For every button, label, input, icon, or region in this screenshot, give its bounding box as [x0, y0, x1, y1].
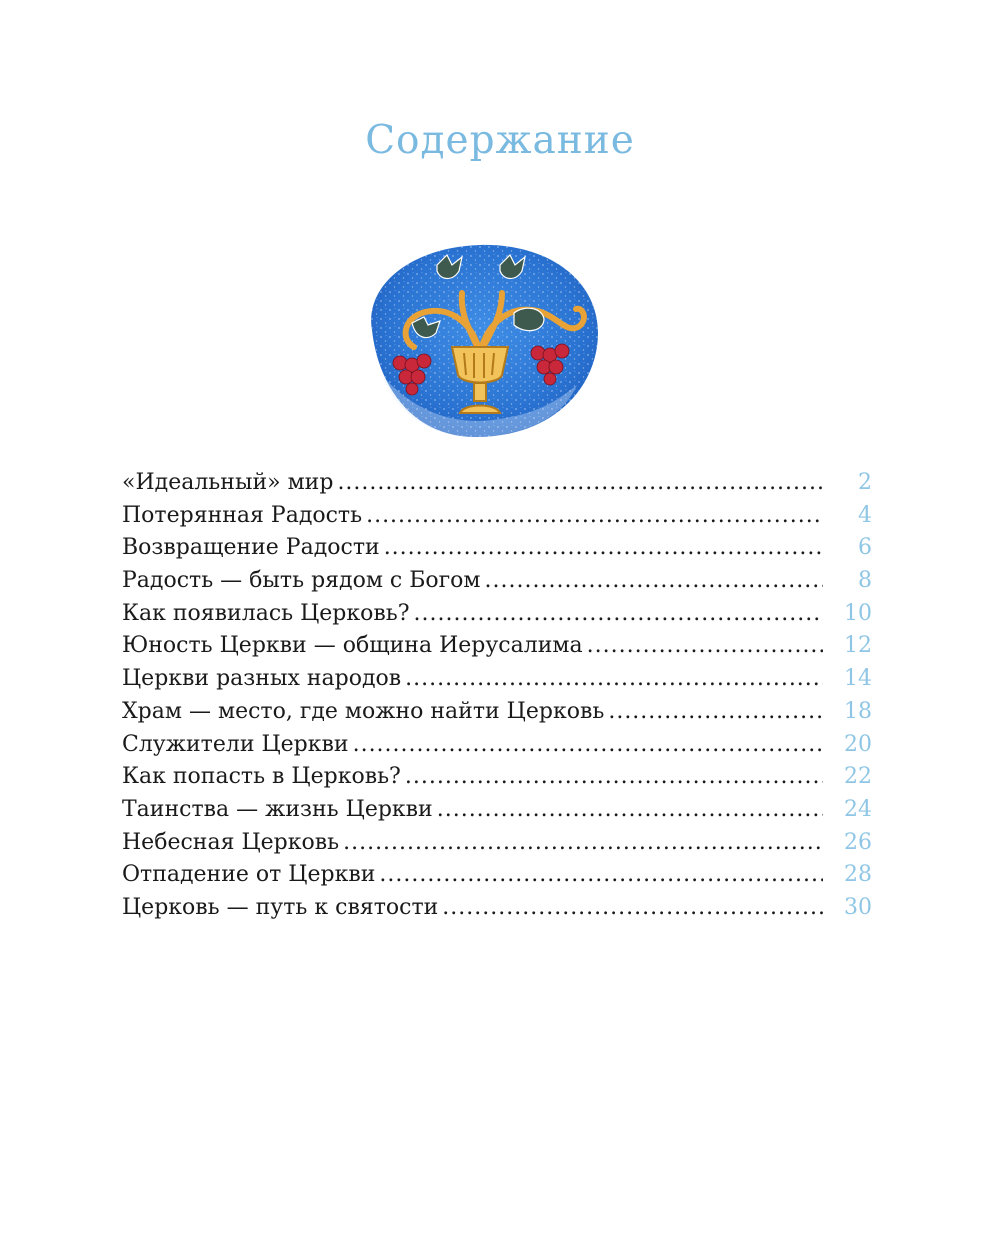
toc-dot-leader	[442, 895, 823, 920]
toc-entry-title: Как попасть в Церковь?	[122, 764, 401, 790]
table-of-contents	[122, 470, 872, 928]
toc-dot-leader	[337, 470, 823, 495]
toc-entry-title: Юность Церкви — община Иерусалима	[122, 633, 583, 659]
toc-dot-leader	[353, 732, 823, 757]
toc-entry[interactable]	[122, 633, 872, 666]
toc-dot-leader	[485, 568, 823, 593]
toc-entry-title: Потерянная Радость	[122, 502, 363, 528]
toc-entry-title: Отпадение от Церкви	[122, 862, 376, 888]
toc-dot-leader	[384, 535, 823, 560]
toc-entry-page-number: 26	[844, 829, 872, 855]
toc-entry[interactable]	[122, 699, 872, 732]
toc-entry[interactable]	[122, 797, 872, 830]
toc-dot-leader	[366, 503, 823, 528]
toc-entry[interactable]	[122, 764, 872, 797]
toc-entry-title: Церковь — путь к святости	[122, 894, 439, 920]
toc-entry-page-number: 30	[844, 894, 872, 920]
toc-entry[interactable]	[122, 601, 872, 634]
toc-entry-page-number: 8	[858, 568, 872, 594]
toc-entry[interactable]	[122, 830, 872, 863]
toc-entry[interactable]	[122, 862, 872, 895]
toc-dot-leader	[405, 764, 823, 789]
toc-entry-title: Возвращение Радости	[122, 535, 380, 561]
toc-entry-page-number: 10	[844, 600, 872, 626]
toc-entry[interactable]	[122, 568, 872, 601]
toc-entry-page-number: 20	[844, 731, 872, 757]
toc-entry-page-number: 14	[844, 666, 872, 692]
toc-entry-title: Таинства — жизнь Церкви	[122, 796, 433, 822]
toc-entry-title: Как появилась Церковь?	[122, 600, 410, 626]
toc-entry[interactable]	[122, 666, 872, 699]
toc-entry-page-number: 12	[844, 633, 872, 659]
toc-entry-page-number: 6	[858, 535, 872, 561]
page-title: Содержание	[365, 118, 635, 163]
toc-entry-page-number: 24	[844, 796, 872, 822]
toc-entry-title: Церкви разных народов	[122, 666, 402, 692]
toc-dot-leader	[405, 666, 823, 691]
toc-entry-page-number: 2	[858, 470, 872, 495]
toc-dot-leader	[343, 830, 823, 855]
toc-entry-title: Радость — быть рядом с Богом	[122, 568, 481, 594]
toc-dot-leader	[608, 699, 823, 724]
chalice-with-vines-illustration	[352, 235, 608, 447]
toc-entry-page-number: 4	[858, 502, 872, 528]
toc-entry[interactable]	[122, 732, 872, 765]
toc-entry-page-number: 22	[844, 764, 872, 790]
toc-entry[interactable]	[122, 503, 872, 536]
toc-dot-leader	[587, 633, 823, 658]
toc-dot-leader	[414, 601, 823, 626]
toc-entry[interactable]	[122, 535, 872, 568]
toc-dot-leader	[379, 862, 823, 887]
toc-entry-title: «Идеальный» мир	[122, 470, 334, 495]
toc-entry[interactable]	[122, 470, 872, 503]
toc-entry-page-number: 18	[844, 698, 872, 724]
toc-entry-title: Небесная Церковь	[122, 829, 340, 855]
toc-dot-leader	[437, 797, 823, 822]
toc-entry-title: Храм — место, где можно найти Церковь	[122, 698, 605, 724]
toc-entry[interactable]	[122, 895, 872, 928]
toc-entry-page-number: 28	[844, 862, 872, 888]
toc-entry-title: Служители Церкви	[122, 731, 349, 757]
